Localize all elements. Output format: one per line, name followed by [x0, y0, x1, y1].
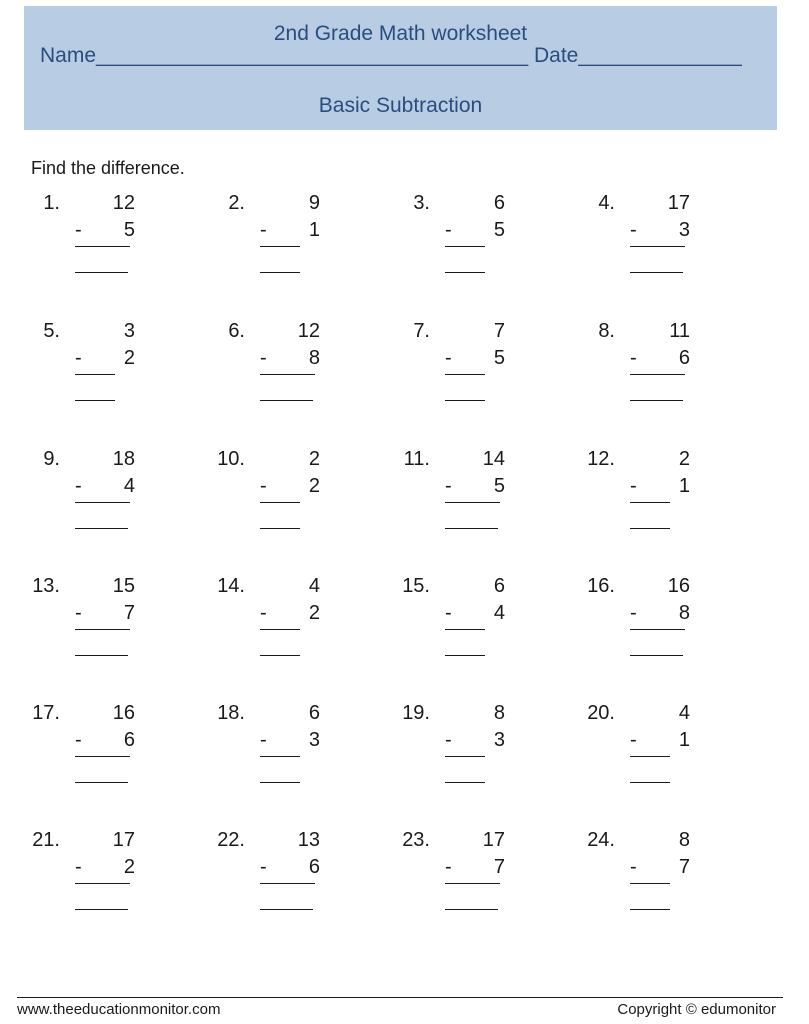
- operator-underline: [445, 756, 485, 757]
- minuend: 17: [112, 829, 135, 851]
- minuend: 16: [112, 702, 135, 724]
- problem-number: 22.: [217, 829, 245, 851]
- answer-line: [260, 528, 300, 529]
- answer-line: [260, 909, 313, 910]
- answer-line: [445, 909, 498, 910]
- problem-14: [215, 575, 345, 670]
- answer-line: [445, 655, 485, 656]
- minus-sign: -: [445, 856, 452, 878]
- minus-sign: -: [260, 856, 267, 878]
- minuend: 8: [493, 702, 505, 724]
- subtrahend: 5: [493, 347, 505, 369]
- problem-number: 12.: [587, 448, 615, 470]
- minuend: 12: [112, 192, 135, 214]
- operator-underline: [630, 883, 670, 884]
- minus-sign: -: [630, 602, 637, 624]
- problem-number: 13.: [32, 575, 60, 597]
- minuend: 11: [669, 320, 690, 342]
- problem-19: [400, 702, 530, 797]
- operator-underline: [260, 629, 300, 630]
- subtrahend: 1: [678, 729, 690, 751]
- minuend: 14: [482, 448, 505, 470]
- answer-line: [630, 272, 683, 273]
- operator-underline: [630, 502, 670, 503]
- problem-8: [585, 320, 715, 415]
- footer-website: www.theeducationmonitor.com: [17, 1001, 221, 1018]
- minuend: 3: [123, 320, 135, 342]
- minuend: 13: [297, 829, 320, 851]
- problem-number: 1.: [43, 192, 60, 214]
- problem-23: [400, 829, 530, 924]
- subtrahend: 3: [678, 219, 690, 241]
- minuend: 12: [297, 320, 320, 342]
- problem-18: [215, 702, 345, 797]
- operator-underline: [630, 756, 670, 757]
- worksheet-title: 2nd Grade Math worksheet: [273, 22, 528, 45]
- operator-underline: [630, 246, 685, 247]
- minus-sign: -: [260, 347, 267, 369]
- minuend: 6: [493, 192, 505, 214]
- minuend: 6: [308, 702, 320, 724]
- problem-7: [400, 320, 530, 415]
- answer-line: [445, 782, 485, 783]
- operator-underline: [260, 883, 315, 884]
- minus-sign: -: [75, 219, 82, 241]
- minuend: 2: [308, 448, 320, 470]
- minus-sign: -: [630, 219, 637, 241]
- operator-underline: [630, 629, 685, 630]
- operator-underline: [445, 629, 485, 630]
- problem-number: 10.: [217, 448, 245, 470]
- problem-12: [585, 448, 715, 543]
- problem-9: [30, 448, 160, 543]
- minuend: 18: [112, 448, 135, 470]
- answer-line: [75, 272, 128, 273]
- minuend: 6: [493, 575, 505, 597]
- problem-number: 19.: [402, 702, 430, 724]
- subtrahend: 3: [493, 729, 505, 751]
- answer-line: [630, 400, 683, 401]
- operator-underline: [75, 374, 115, 375]
- minuend: 4: [308, 575, 320, 597]
- minuend: 17: [482, 829, 505, 851]
- minus-sign: -: [630, 475, 637, 497]
- problem-24: [585, 829, 715, 924]
- problem-number: 21.: [32, 829, 60, 851]
- problem-number: 16.: [587, 575, 615, 597]
- problem-number: 23.: [402, 829, 430, 851]
- problem-5: [30, 320, 160, 415]
- minus-sign: -: [260, 475, 267, 497]
- answer-line: [630, 909, 670, 910]
- footer-copyright: Copyright © edumonitor: [617, 1001, 776, 1018]
- answer-line: [75, 782, 128, 783]
- answer-line: [260, 400, 313, 401]
- answer-line: [630, 655, 683, 656]
- problem-number: 18.: [217, 702, 245, 724]
- operator-underline: [445, 246, 485, 247]
- subtrahend: 5: [493, 475, 505, 497]
- problem-2: [215, 192, 345, 287]
- operator-underline: [75, 756, 130, 757]
- operator-underline: [260, 502, 300, 503]
- subtrahend: 1: [678, 475, 690, 497]
- answer-line: [75, 528, 128, 529]
- operator-underline: [75, 629, 130, 630]
- minuend: 8: [678, 829, 690, 851]
- problem-number: 15.: [402, 575, 430, 597]
- subtrahend: 7: [123, 602, 135, 624]
- operator-underline: [630, 374, 685, 375]
- minuend: 4: [678, 702, 690, 724]
- problem-13: [30, 575, 160, 670]
- answer-line: [445, 272, 485, 273]
- problem-21: [30, 829, 160, 924]
- problem-10: [215, 448, 345, 543]
- problem-1: [30, 192, 160, 287]
- minus-sign: -: [260, 219, 267, 241]
- problem-number: 17.: [32, 702, 60, 724]
- operator-underline: [260, 756, 300, 757]
- problem-11: [400, 448, 530, 543]
- answer-line: [630, 782, 670, 783]
- answer-line: [75, 655, 128, 656]
- subtrahend: 7: [678, 856, 690, 878]
- subtrahend: 2: [308, 475, 320, 497]
- minus-sign: -: [630, 347, 637, 369]
- problem-20: [585, 702, 715, 797]
- subtrahend: 2: [308, 602, 320, 624]
- problem-16: [585, 575, 715, 670]
- minuend: 9: [308, 192, 320, 214]
- minus-sign: -: [630, 729, 637, 751]
- subtrahend: 5: [123, 219, 135, 241]
- instructions: Find the difference.: [31, 158, 185, 178]
- problem-number: 3.: [413, 192, 430, 214]
- minuend: 16: [667, 575, 690, 597]
- answer-line: [445, 528, 498, 529]
- operator-underline: [75, 246, 130, 247]
- operator-underline: [445, 502, 500, 503]
- minus-sign: -: [445, 475, 452, 497]
- problem-number: 7.: [413, 320, 430, 342]
- minus-sign: -: [260, 602, 267, 624]
- problem-number: 9.: [43, 448, 60, 470]
- minus-sign: -: [75, 729, 82, 751]
- answer-line: [445, 400, 485, 401]
- subtrahend: 6: [123, 729, 135, 751]
- answer-line: [75, 400, 115, 401]
- operator-underline: [260, 374, 315, 375]
- worksheet-subtitle: Basic Subtraction: [318, 94, 483, 117]
- subtrahend: 7: [493, 856, 505, 878]
- minuend: 15: [112, 575, 135, 597]
- subtrahend: 2: [123, 856, 135, 878]
- operator-underline: [445, 374, 485, 375]
- problem-number: 5.: [43, 320, 60, 342]
- minuend: 7: [493, 320, 505, 342]
- minus-sign: -: [75, 347, 82, 369]
- problem-number: 8.: [598, 320, 615, 342]
- subtrahend: 8: [308, 347, 320, 369]
- subtrahend: 6: [678, 347, 690, 369]
- operator-underline: [260, 246, 300, 247]
- subtrahend: 2: [123, 347, 135, 369]
- problem-number: 6.: [228, 320, 245, 342]
- answer-line: [260, 272, 300, 273]
- minuend: 17: [667, 192, 690, 214]
- problem-22: [215, 829, 345, 924]
- problem-number: 4.: [598, 192, 615, 214]
- minus-sign: -: [75, 856, 82, 878]
- subtrahend: 3: [308, 729, 320, 751]
- subtrahend: 4: [493, 602, 505, 624]
- minus-sign: -: [75, 602, 82, 624]
- operator-underline: [445, 883, 500, 884]
- subtrahend: 4: [123, 475, 135, 497]
- minus-sign: -: [630, 856, 637, 878]
- minuend: 2: [678, 448, 690, 470]
- name-date-line: Name_____________________________________ Date______________: [40, 44, 742, 67]
- problem-3: [400, 192, 530, 287]
- answer-line: [260, 782, 300, 783]
- answer-line: [260, 655, 300, 656]
- subtrahend: 1: [308, 219, 320, 241]
- minus-sign: -: [75, 475, 82, 497]
- minus-sign: -: [445, 347, 452, 369]
- problem-number: 20.: [587, 702, 615, 724]
- operator-underline: [75, 883, 130, 884]
- problem-number: 24.: [587, 829, 615, 851]
- problem-number: 14.: [217, 575, 245, 597]
- answer-line: [75, 909, 128, 910]
- minus-sign: -: [260, 729, 267, 751]
- minus-sign: -: [445, 219, 452, 241]
- worksheet-header: [24, 6, 777, 130]
- footer-divider: [17, 997, 783, 998]
- minus-sign: -: [445, 729, 452, 751]
- subtrahend: 5: [493, 219, 505, 241]
- operator-underline: [75, 502, 130, 503]
- subtrahend: 6: [308, 856, 320, 878]
- problem-6: [215, 320, 345, 415]
- problem-4: [585, 192, 715, 287]
- problem-17: [30, 702, 160, 797]
- subtrahend: 8: [678, 602, 690, 624]
- problem-number: 2.: [228, 192, 245, 214]
- problem-number: 11.: [403, 448, 430, 470]
- problem-15: [400, 575, 530, 670]
- answer-line: [630, 528, 670, 529]
- minus-sign: -: [445, 602, 452, 624]
